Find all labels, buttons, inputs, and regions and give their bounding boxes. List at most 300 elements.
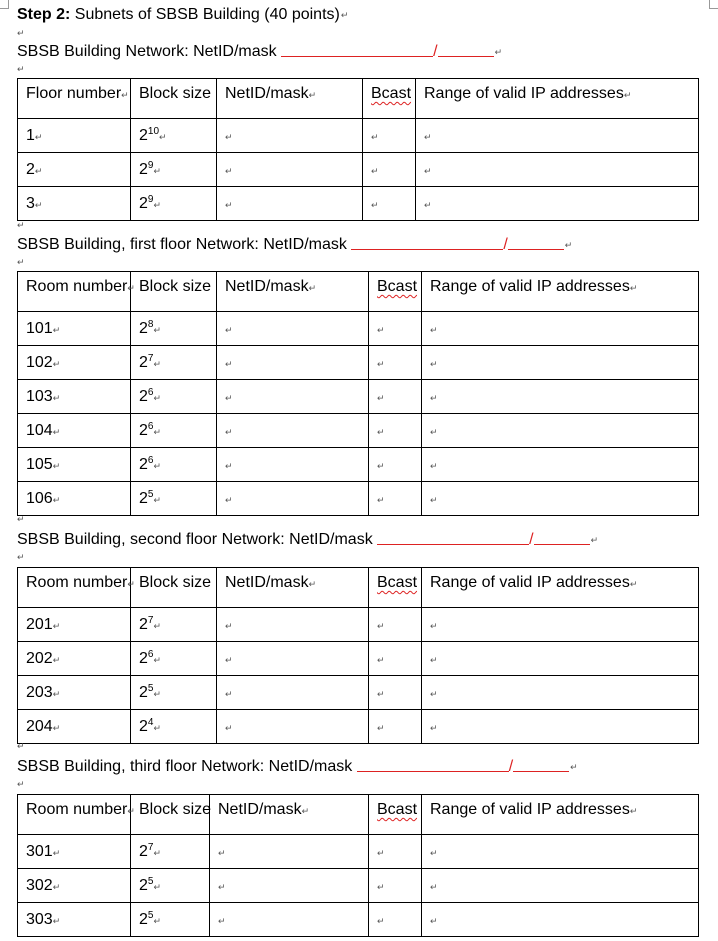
first-floor-table xyxy=(17,271,699,516)
block-size-base: 2 xyxy=(139,353,148,371)
netid-mask-cell[interactable] xyxy=(210,869,369,903)
netid-mask-separator: / xyxy=(503,236,508,253)
bcast-cell[interactable] xyxy=(369,380,422,414)
header-netid-mask xyxy=(217,272,369,312)
cell-end-mark: ↵ xyxy=(52,426,61,437)
block-size-cell xyxy=(131,187,217,221)
netid-mask-cell[interactable] xyxy=(210,835,369,869)
cell-end-mark: ↵ xyxy=(34,165,43,176)
table-row xyxy=(18,312,699,346)
netid-mask-separator: / xyxy=(433,43,438,60)
cell-end-mark: ↵ xyxy=(430,426,438,437)
number-cell xyxy=(18,642,131,676)
block-size-exponent: 7 xyxy=(147,841,154,853)
building-network-label: SBSB Building Network: NetID/mask xyxy=(17,43,277,60)
range-cell[interactable] xyxy=(416,153,699,187)
netid-blank[interactable] xyxy=(357,757,509,772)
third-floor-network-label: SBSB Building, third floor Network: NetID/mask xyxy=(17,758,353,775)
row-number: 105 xyxy=(26,455,53,473)
range-cell[interactable] xyxy=(422,642,699,676)
cell-end-mark: ↵ xyxy=(153,620,162,631)
cell-end-mark: ↵ xyxy=(52,688,61,699)
cell-end-mark: ↵ xyxy=(308,579,317,589)
cell-end-mark: ↵ xyxy=(430,847,438,858)
header-block-size xyxy=(131,272,217,312)
number-cell xyxy=(18,414,131,448)
table-row xyxy=(18,346,699,380)
cell-end-mark: ↵ xyxy=(424,131,432,142)
table-row xyxy=(18,448,699,482)
bcast-cell[interactable] xyxy=(369,642,422,676)
range-cell[interactable] xyxy=(422,869,699,903)
cell-end-mark: ↵ xyxy=(623,90,632,100)
cell-end-mark: ↵ xyxy=(430,881,438,892)
third-floor-table xyxy=(17,794,699,937)
netid-mask-cell[interactable] xyxy=(217,448,369,482)
table-row xyxy=(18,119,699,153)
cell-end-mark: ↵ xyxy=(52,392,61,403)
cell-end-mark: ↵ xyxy=(377,722,385,733)
cell-end-mark: ↵ xyxy=(430,688,438,699)
bcast-cell[interactable] xyxy=(369,903,422,937)
cell-end-mark: ↵ xyxy=(153,881,162,892)
empty-paragraph: ↵ xyxy=(17,741,25,751)
mask-blank[interactable] xyxy=(508,235,564,250)
table-row xyxy=(18,414,699,448)
header-netid-mask-label: NetID/mask xyxy=(225,85,309,102)
block-size-cell xyxy=(131,482,217,516)
cell-end-mark: ↵ xyxy=(218,915,226,926)
row-number: 102 xyxy=(26,353,53,371)
table-row xyxy=(18,187,699,221)
row-number: 302 xyxy=(26,876,53,894)
table-row xyxy=(18,482,699,516)
row-number: 204 xyxy=(26,717,53,735)
cell-end-mark: ↵ xyxy=(225,165,233,176)
cell-end-mark: ↵ xyxy=(430,654,438,665)
block-size-exponent: 9 xyxy=(147,159,154,171)
cell-end-mark: ↵ xyxy=(159,131,167,142)
range-cell[interactable] xyxy=(422,380,699,414)
bcast-cell[interactable] xyxy=(369,482,422,516)
table-header-row xyxy=(18,568,699,608)
header-block-size-label: Block size xyxy=(139,85,212,102)
row-number: 104 xyxy=(26,421,53,439)
bcast-cell[interactable] xyxy=(369,312,422,346)
cell-end-mark: ↵ xyxy=(225,324,233,335)
range-cell[interactable] xyxy=(422,312,699,346)
header-bcast-label: Bcast xyxy=(377,801,418,818)
header-netid-mask xyxy=(217,568,369,608)
number-cell xyxy=(18,710,131,744)
step-heading: Step 2: Subnets of SBSB Building (40 points)↵ xyxy=(17,6,349,23)
cell-end-mark: ↵ xyxy=(153,392,162,403)
header-block-size-label: Block size xyxy=(139,574,212,591)
floors-table xyxy=(17,78,699,221)
range-cell[interactable] xyxy=(416,187,699,221)
cell-end-mark: ↵ xyxy=(153,654,162,665)
empty-paragraph: ↵ xyxy=(17,257,25,267)
cell-end-mark: ↵ xyxy=(127,806,135,816)
block-size-cell xyxy=(131,869,210,903)
cell-end-mark: ↵ xyxy=(629,806,638,816)
step-title: Subnets of SBSB Building (40 points) xyxy=(74,6,340,23)
block-size-exponent: 6 xyxy=(147,420,154,432)
netid-mask-cell[interactable] xyxy=(217,710,369,744)
header-range xyxy=(422,568,699,608)
cell-end-mark: ↵ xyxy=(218,881,226,892)
number-cell xyxy=(18,187,131,221)
cell-end-mark: ↵ xyxy=(153,915,162,926)
row-number: 203 xyxy=(26,683,53,701)
cell-end-mark: ↵ xyxy=(225,654,233,665)
block-size-exponent: 6 xyxy=(147,386,154,398)
number-cell xyxy=(18,676,131,710)
netid-mask-cell[interactable] xyxy=(217,119,363,153)
row-number: 303 xyxy=(26,910,53,928)
block-size-cell xyxy=(131,346,217,380)
cell-end-mark: ↵ xyxy=(308,283,317,293)
empty-paragraph: ↵ xyxy=(17,64,25,74)
cell-end-mark: ↵ xyxy=(127,283,135,293)
number-cell xyxy=(18,153,131,187)
range-cell[interactable] xyxy=(422,482,699,516)
cell-end-mark: ↵ xyxy=(153,688,162,699)
range-cell[interactable] xyxy=(422,710,699,744)
header-netid-mask-label: NetID/mask xyxy=(218,801,302,818)
bcast-cell[interactable] xyxy=(369,835,422,869)
block-size-base: 2 xyxy=(139,319,148,337)
cell-end-mark: ↵ xyxy=(377,881,385,892)
number-cell xyxy=(18,482,131,516)
header-number xyxy=(18,568,135,608)
netid-mask-cell[interactable] xyxy=(217,153,363,187)
header-netid-mask-label: NetID/mask xyxy=(225,278,309,295)
block-size-exponent: 5 xyxy=(147,682,154,694)
block-size-exponent: 7 xyxy=(147,352,154,364)
cell-end-mark: ↵ xyxy=(377,358,385,369)
header-range-label: Range of valid IP addresses xyxy=(430,574,630,591)
cell-end-mark: ↵ xyxy=(371,165,379,176)
cell-end-mark: ↵ xyxy=(430,358,438,369)
header-number-label: Floor number xyxy=(26,85,122,102)
cell-end-mark: ↵ xyxy=(430,620,438,631)
cell-end-mark: ↵ xyxy=(153,324,162,335)
block-size-cell xyxy=(131,312,217,346)
second-floor-network-line: SBSB Building, second floor Network: NetID/mask / ↵ xyxy=(17,531,599,548)
cell-end-mark: ↵ xyxy=(629,579,638,589)
table-header-row xyxy=(18,795,699,835)
block-size-base: 2 xyxy=(139,876,148,894)
cell-end-mark: ↵ xyxy=(225,199,233,210)
number-cell xyxy=(18,346,131,380)
third-floor-network-line: SBSB Building, third floor Network: NetID/mask / ↵ xyxy=(17,758,578,775)
mask-blank[interactable] xyxy=(534,530,590,545)
netid-blank[interactable] xyxy=(281,42,433,57)
cell-end-mark: ↵ xyxy=(377,324,385,335)
cell-end-mark: ↵ xyxy=(308,90,317,100)
cell-end-mark: ↵ xyxy=(153,165,162,176)
range-cell[interactable] xyxy=(422,448,699,482)
block-size-base: 2 xyxy=(139,615,148,633)
netid-blank[interactable] xyxy=(377,530,529,545)
cell-end-mark: ↵ xyxy=(377,688,385,699)
header-range-label: Range of valid IP addresses xyxy=(430,278,630,295)
block-size-base: 2 xyxy=(139,160,148,178)
mask-blank[interactable] xyxy=(513,757,569,772)
block-size-exponent: 5 xyxy=(147,488,154,500)
header-number xyxy=(18,795,135,835)
cell-end-mark: ↵ xyxy=(225,722,233,733)
header-range xyxy=(422,795,699,835)
bcast-cell[interactable] xyxy=(369,710,422,744)
bcast-cell[interactable] xyxy=(363,119,416,153)
first-floor-network-label: SBSB Building, first floor Network: NetID/mask xyxy=(17,236,347,253)
table-row xyxy=(18,710,699,744)
netid-mask-cell[interactable] xyxy=(217,346,369,380)
netid-mask-cell[interactable] xyxy=(217,676,369,710)
header-netid-mask xyxy=(210,795,369,835)
block-size-exponent: 5 xyxy=(147,909,154,921)
cell-end-mark: ↵ xyxy=(377,494,385,505)
row-number: 301 xyxy=(26,842,53,860)
cell-end-mark: ↵ xyxy=(371,199,379,210)
netid-mask-cell[interactable] xyxy=(217,414,369,448)
header-bcast-label: Bcast xyxy=(377,278,418,295)
cell-end-mark: ↵ xyxy=(424,165,432,176)
cell-end-mark: ↵ xyxy=(52,722,61,733)
cell-end-mark: ↵ xyxy=(153,722,162,733)
block-size-exponent: 4 xyxy=(147,716,154,728)
block-size-cell xyxy=(131,153,217,187)
netid-mask-separator: / xyxy=(508,758,514,775)
header-bcast xyxy=(369,568,422,608)
block-size-exponent: 7 xyxy=(147,614,154,626)
row-number: 101 xyxy=(26,319,53,337)
header-netid-mask-label: NetID/mask xyxy=(225,574,309,591)
block-size-exponent: 8 xyxy=(147,318,154,330)
netid-mask-cell[interactable] xyxy=(217,187,363,221)
header-bcast-label: Bcast xyxy=(371,85,412,102)
table-header-row xyxy=(18,79,699,119)
cell-end-mark: ↵ xyxy=(225,426,233,437)
table-row xyxy=(18,676,699,710)
bcast-cell[interactable] xyxy=(363,187,416,221)
row-number: 202 xyxy=(26,649,53,667)
netid-mask-separator: / xyxy=(529,531,534,548)
block-size-base: 2 xyxy=(139,126,148,144)
number-cell xyxy=(18,448,131,482)
number-cell xyxy=(18,835,131,869)
header-range-label: Range of valid IP addresses xyxy=(430,801,630,818)
cell-end-mark: ↵ xyxy=(301,806,310,816)
first-floor-network-line: SBSB Building, first floor Network: NetID/mask / ↵ xyxy=(17,236,573,253)
cell-end-mark: ↵ xyxy=(153,460,162,471)
cell-end-mark: ↵ xyxy=(377,460,385,471)
row-number: 3 xyxy=(26,194,35,212)
cell-end-mark: ↵ xyxy=(153,847,162,858)
cell-end-mark: ↵ xyxy=(218,847,226,858)
cell-end-mark: ↵ xyxy=(153,358,162,369)
cell-end-mark: ↵ xyxy=(52,915,61,926)
cell-end-mark: ↵ xyxy=(430,460,438,471)
cell-end-mark: ↵ xyxy=(225,131,233,142)
cell-end-mark: ↵ xyxy=(430,722,438,733)
cell-end-mark: ↵ xyxy=(225,620,233,631)
cell-end-mark: ↵ xyxy=(153,426,162,437)
header-netid-mask xyxy=(217,79,363,119)
cell-end-mark: ↵ xyxy=(52,620,61,631)
range-cell[interactable] xyxy=(416,119,699,153)
header-block-size xyxy=(131,568,217,608)
block-size-cell xyxy=(131,414,217,448)
number-cell xyxy=(18,119,131,153)
cell-end-mark: ↵ xyxy=(629,283,638,293)
bcast-cell[interactable] xyxy=(369,608,422,642)
block-size-cell xyxy=(131,676,217,710)
header-block-size xyxy=(131,795,210,835)
table-row xyxy=(18,153,699,187)
cell-end-mark: ↵ xyxy=(377,426,385,437)
cell-end-mark: ↵ xyxy=(34,131,43,142)
block-size-base: 2 xyxy=(139,194,148,212)
cell-end-mark: ↵ xyxy=(225,688,233,699)
cell-end-mark: ↵ xyxy=(52,847,61,858)
netid-blank[interactable] xyxy=(351,235,503,250)
row-number: 103 xyxy=(26,387,53,405)
range-cell[interactable] xyxy=(422,903,699,937)
header-block-size-label: Block size xyxy=(139,801,212,818)
range-cell[interactable] xyxy=(422,414,699,448)
block-size-cell xyxy=(131,608,217,642)
header-bcast-label: Bcast xyxy=(377,574,418,591)
block-size-base: 2 xyxy=(139,842,148,860)
netid-mask-cell[interactable] xyxy=(217,482,369,516)
cell-end-mark: ↵ xyxy=(371,131,379,142)
header-number-label: Room number xyxy=(26,278,128,295)
block-size-cell xyxy=(131,835,210,869)
cell-end-mark: ↵ xyxy=(121,90,129,100)
bcast-cell[interactable] xyxy=(369,448,422,482)
cell-end-mark: ↵ xyxy=(52,654,61,665)
bcast-cell[interactable] xyxy=(369,346,422,380)
block-size-base: 2 xyxy=(139,387,148,405)
page-corner-mark xyxy=(0,0,9,9)
row-number: 2 xyxy=(26,160,35,178)
empty-paragraph: ↵ xyxy=(17,779,25,789)
table-row xyxy=(18,642,699,676)
cell-end-mark: ↵ xyxy=(377,620,385,631)
header-number xyxy=(18,79,131,119)
cell-end-mark: ↵ xyxy=(430,324,438,335)
mask-blank[interactable] xyxy=(438,42,494,57)
second-floor-network-label: SBSB Building, second floor Network: NetID/mask xyxy=(17,531,373,548)
cell-end-mark: ↵ xyxy=(377,392,385,403)
range-cell[interactable] xyxy=(422,835,699,869)
range-cell[interactable] xyxy=(422,676,699,710)
bcast-cell[interactable] xyxy=(363,153,416,187)
block-size-base: 2 xyxy=(139,489,148,507)
empty-paragraph: ↵ xyxy=(17,28,25,38)
cell-end-mark: ↵ xyxy=(430,392,438,403)
number-cell xyxy=(18,312,131,346)
block-size-base: 2 xyxy=(139,910,148,928)
range-cell[interactable] xyxy=(422,346,699,380)
block-size-cell xyxy=(131,710,217,744)
number-cell xyxy=(18,608,131,642)
empty-paragraph: ↵ xyxy=(17,220,25,230)
header-bcast xyxy=(369,795,422,835)
number-cell xyxy=(18,903,131,937)
cell-end-mark: ↵ xyxy=(34,199,43,210)
netid-mask-cell[interactable] xyxy=(217,312,369,346)
netid-mask-cell[interactable] xyxy=(217,380,369,414)
table-row xyxy=(18,380,699,414)
range-cell[interactable] xyxy=(422,608,699,642)
step-label: Step 2: xyxy=(17,6,71,23)
netid-mask-cell[interactable] xyxy=(210,903,369,937)
header-block-size xyxy=(131,79,217,119)
block-size-exponent: 6 xyxy=(147,648,154,660)
bcast-cell[interactable] xyxy=(369,869,422,903)
cell-end-mark: ↵ xyxy=(225,392,233,403)
cell-end-mark: ↵ xyxy=(52,358,61,369)
table-row xyxy=(18,835,699,869)
page-corner-mark xyxy=(709,0,718,9)
header-range xyxy=(416,79,699,119)
building-network-line: SBSB Building Network: NetID/mask / ↵ xyxy=(17,43,503,60)
empty-paragraph: ↵ xyxy=(17,514,25,524)
netid-mask-cell[interactable] xyxy=(217,642,369,676)
header-number-label: Room number xyxy=(26,574,128,591)
cell-end-mark: ↵ xyxy=(225,494,233,505)
block-size-exponent: 10 xyxy=(147,125,160,137)
header-number xyxy=(18,272,135,312)
header-bcast xyxy=(369,272,422,312)
netid-mask-cell[interactable] xyxy=(217,608,369,642)
table-row xyxy=(18,869,699,903)
block-size-cell xyxy=(131,448,217,482)
header-number-label: Room number xyxy=(26,801,128,818)
cell-end-mark: ↵ xyxy=(377,654,385,665)
block-size-base: 2 xyxy=(139,649,148,667)
empty-paragraph: ↵ xyxy=(17,552,25,562)
cell-end-mark: ↵ xyxy=(424,199,432,210)
row-number: 106 xyxy=(26,489,53,507)
header-bcast xyxy=(363,79,416,119)
cell-end-mark: ↵ xyxy=(377,915,385,926)
cell-end-mark: ↵ xyxy=(52,460,61,471)
block-size-exponent: 9 xyxy=(147,193,154,205)
block-size-cell xyxy=(131,380,217,414)
cell-end-mark: ↵ xyxy=(52,324,61,335)
block-size-cell xyxy=(131,119,217,153)
cell-end-mark: ↵ xyxy=(430,494,438,505)
cell-end-mark: ↵ xyxy=(153,199,162,210)
bcast-cell[interactable] xyxy=(369,676,422,710)
header-range-label: Range of valid IP addresses xyxy=(424,85,624,102)
block-size-cell xyxy=(131,642,217,676)
cell-end-mark: ↵ xyxy=(225,358,233,369)
bcast-cell[interactable] xyxy=(369,414,422,448)
block-size-exponent: 5 xyxy=(147,875,154,887)
cell-end-mark: ↵ xyxy=(52,494,61,505)
row-number: 1 xyxy=(26,126,35,144)
cell-end-mark: ↵ xyxy=(153,494,162,505)
cell-end-mark: ↵ xyxy=(430,915,438,926)
table-row xyxy=(18,903,699,937)
cell-end-mark: ↵ xyxy=(127,579,135,589)
